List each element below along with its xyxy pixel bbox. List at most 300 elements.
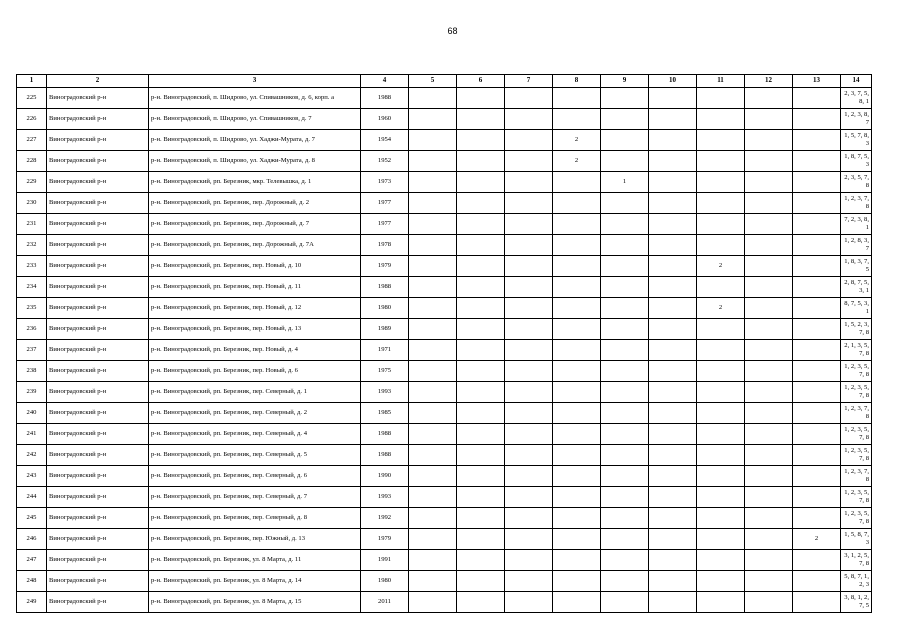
address-cell: р-н. Виноградовский, рп. Березник, пер. Северный, д. 7 (149, 487, 361, 508)
col-7-cell (505, 466, 553, 487)
col-12-cell (745, 193, 793, 214)
col-12-cell (745, 277, 793, 298)
col-13-cell (793, 130, 841, 151)
row-number-cell: 235 (17, 298, 47, 319)
district-cell: Виноградовский р-н (47, 277, 149, 298)
col-12-cell (745, 550, 793, 571)
col-13-cell (793, 592, 841, 613)
address-cell: р-н. Виноградовский, рп. Березник, ул. 8 Марта, д. 15 (149, 592, 361, 613)
col-12-cell (745, 403, 793, 424)
table-row (17, 151, 872, 172)
col-10-cell (649, 340, 697, 361)
table-row (17, 193, 872, 214)
col-7-cell (505, 424, 553, 445)
col-12-cell (745, 88, 793, 109)
col-13-cell (793, 550, 841, 571)
col-12-cell (745, 382, 793, 403)
col-8-cell (553, 403, 601, 424)
address-cell: р-н. Виноградовский, рп. Березник, пер. Новый, д. 11 (149, 277, 361, 298)
year-cell: 1979 (361, 256, 409, 277)
col-11-cell (697, 571, 745, 592)
year-cell: 1980 (361, 571, 409, 592)
col-9-cell (601, 130, 649, 151)
col-8-cell (553, 319, 601, 340)
district-cell: Виноградовский р-н (47, 571, 149, 592)
col-10-cell (649, 424, 697, 445)
col-10-cell (649, 571, 697, 592)
col-10-cell (649, 382, 697, 403)
row-number-cell: 227 (17, 130, 47, 151)
year-cell: 1985 (361, 403, 409, 424)
col-5-cell (409, 193, 457, 214)
district-cell: Виноградовский р-н (47, 382, 149, 403)
row-number-cell: 248 (17, 571, 47, 592)
col-9-cell (601, 571, 649, 592)
col-13-cell (793, 487, 841, 508)
col-6-cell (457, 592, 505, 613)
district-cell: Виноградовский р-н (47, 445, 149, 466)
column-header-1: 1 (17, 75, 47, 88)
row-number-cell: 237 (17, 340, 47, 361)
col-9-cell (601, 424, 649, 445)
year-cell: 1979 (361, 529, 409, 550)
col-10-cell (649, 172, 697, 193)
year-cell: 1980 (361, 298, 409, 319)
col-13-cell (793, 382, 841, 403)
column-header-5: 5 (409, 75, 457, 88)
col-13-cell (793, 319, 841, 340)
col-7-cell (505, 235, 553, 256)
year-cell: 1988 (361, 88, 409, 109)
col-10-cell (649, 109, 697, 130)
column-header-11: 11 (697, 75, 745, 88)
col-6-cell (457, 382, 505, 403)
table-row (17, 466, 872, 487)
address-cell: р-н. Виноградовский, рп. Березник, ул. 8 Марта, д. 14 (149, 571, 361, 592)
col-13-cell (793, 424, 841, 445)
col-7-cell (505, 277, 553, 298)
col-9-cell (601, 319, 649, 340)
col-8-cell (553, 445, 601, 466)
col-10-cell (649, 445, 697, 466)
col-9-cell (601, 298, 649, 319)
col-11-cell (697, 445, 745, 466)
column-header-7: 7 (505, 75, 553, 88)
address-cell: р-н. Виноградовский, рп. Березник, пер. Северный, д. 4 (149, 424, 361, 445)
col-14-cell: 1, 5, 7, 8, 3 (841, 130, 872, 151)
col-11-cell (697, 319, 745, 340)
col-13-cell (793, 298, 841, 319)
district-cell: Виноградовский р-н (47, 340, 149, 361)
col-7-cell (505, 319, 553, 340)
col-6-cell (457, 487, 505, 508)
col-9-cell (601, 382, 649, 403)
col-6-cell (457, 508, 505, 529)
col-10-cell (649, 256, 697, 277)
column-header-6: 6 (457, 75, 505, 88)
col-6-cell (457, 277, 505, 298)
col-11-cell (697, 151, 745, 172)
table-row (17, 235, 872, 256)
col-12-cell (745, 592, 793, 613)
row-number-cell: 232 (17, 235, 47, 256)
col-11-cell (697, 592, 745, 613)
col-14-cell: 1, 8, 7, 5, 3 (841, 151, 872, 172)
col-9-cell (601, 487, 649, 508)
col-6-cell (457, 550, 505, 571)
col-11-cell: 2 (697, 256, 745, 277)
col-10-cell (649, 130, 697, 151)
district-cell: Виноградовский р-н (47, 403, 149, 424)
address-cell: р-н. Виноградовский, рп. Березник, пер. Северный, д. 6 (149, 466, 361, 487)
address-cell: р-н. Виноградовский, рп. Березник, пер. Новый, д. 6 (149, 361, 361, 382)
year-cell: 1988 (361, 445, 409, 466)
housing-register-table (16, 74, 872, 613)
col-7-cell (505, 214, 553, 235)
col-7-cell (505, 592, 553, 613)
col-14-cell: 1, 2, 3, 5, 7, 8 (841, 487, 872, 508)
col-7-cell (505, 403, 553, 424)
district-cell: Виноградовский р-н (47, 508, 149, 529)
district-cell: Виноградовский р-н (47, 256, 149, 277)
col-9-cell (601, 256, 649, 277)
row-number-cell: 241 (17, 424, 47, 445)
column-header-10: 10 (649, 75, 697, 88)
col-10-cell (649, 319, 697, 340)
row-number-cell: 240 (17, 403, 47, 424)
col-8-cell (553, 361, 601, 382)
col-7-cell (505, 361, 553, 382)
col-13-cell (793, 466, 841, 487)
col-8-cell (553, 256, 601, 277)
column-header-12: 12 (745, 75, 793, 88)
address-cell: р-н. Виноградовский, рп. Березник, пер. Северный, д. 2 (149, 403, 361, 424)
col-14-cell: 2, 3, 7, 5, 8, 1 (841, 88, 872, 109)
year-cell: 1991 (361, 550, 409, 571)
col-14-cell: 1, 8, 3, 7, 5 (841, 256, 872, 277)
address-cell: р-н. Виноградовский, рп. Березник, пер. Северный, д. 8 (149, 508, 361, 529)
col-6-cell (457, 172, 505, 193)
row-number-cell: 226 (17, 109, 47, 130)
col-12-cell (745, 172, 793, 193)
col-13-cell (793, 403, 841, 424)
col-7-cell (505, 445, 553, 466)
table-body (17, 88, 872, 613)
col-8-cell (553, 277, 601, 298)
col-6-cell (457, 193, 505, 214)
col-11-cell (697, 172, 745, 193)
col-6-cell (457, 235, 505, 256)
row-number-cell: 244 (17, 487, 47, 508)
col-5-cell (409, 382, 457, 403)
district-cell: Виноградовский р-н (47, 466, 149, 487)
column-header-8: 8 (553, 75, 601, 88)
col-6-cell (457, 529, 505, 550)
col-12-cell (745, 256, 793, 277)
col-11-cell (697, 130, 745, 151)
district-cell: Виноградовский р-н (47, 361, 149, 382)
district-cell: Виноградовский р-н (47, 151, 149, 172)
row-number-cell: 239 (17, 382, 47, 403)
col-5-cell (409, 592, 457, 613)
col-10-cell (649, 487, 697, 508)
table-row (17, 424, 872, 445)
col-6-cell (457, 256, 505, 277)
table-row (17, 298, 872, 319)
col-12-cell (745, 466, 793, 487)
col-11-cell (697, 550, 745, 571)
year-cell: 1954 (361, 130, 409, 151)
col-9-cell (601, 88, 649, 109)
col-9-cell (601, 235, 649, 256)
col-8-cell (553, 340, 601, 361)
row-number-cell: 249 (17, 592, 47, 613)
col-12-cell (745, 319, 793, 340)
col-14-cell: 1, 2, 3, 8, 7 (841, 109, 872, 130)
col-10-cell (649, 361, 697, 382)
col-7-cell (505, 529, 553, 550)
col-13-cell (793, 508, 841, 529)
district-cell: Виноградовский р-н (47, 193, 149, 214)
col-6-cell (457, 340, 505, 361)
col-13-cell (793, 193, 841, 214)
col-7-cell (505, 298, 553, 319)
col-13-cell (793, 172, 841, 193)
col-13-cell (793, 571, 841, 592)
col-9-cell (601, 529, 649, 550)
address-cell: р-н. Виноградовский, рп. Березник, ул. 8 Марта, д. 11 (149, 550, 361, 571)
col-11-cell (697, 109, 745, 130)
col-13-cell (793, 340, 841, 361)
address-cell: р-н. Виноградовский, рп. Березник, пер. Северный, д. 1 (149, 382, 361, 403)
address-cell: р-н. Виноградовский, рп. Березник, пер. Южный, д. 13 (149, 529, 361, 550)
col-7-cell (505, 172, 553, 193)
row-number-cell: 243 (17, 466, 47, 487)
row-number-cell: 242 (17, 445, 47, 466)
col-5-cell (409, 571, 457, 592)
column-header-14: 14 (841, 75, 872, 88)
col-13-cell (793, 235, 841, 256)
col-6-cell (457, 214, 505, 235)
year-cell: 1960 (361, 109, 409, 130)
year-cell: 1989 (361, 319, 409, 340)
col-11-cell (697, 88, 745, 109)
col-8-cell (553, 529, 601, 550)
col-5-cell (409, 529, 457, 550)
column-header-9: 9 (601, 75, 649, 88)
year-cell: 1992 (361, 508, 409, 529)
row-number-cell: 228 (17, 151, 47, 172)
col-12-cell (745, 508, 793, 529)
district-cell: Виноградовский р-н (47, 550, 149, 571)
col-14-cell: 8, 7, 5, 3, 1 (841, 298, 872, 319)
page-number: 68 (447, 26, 458, 36)
row-number-cell: 245 (17, 508, 47, 529)
row-number-cell: 229 (17, 172, 47, 193)
col-8-cell (553, 214, 601, 235)
year-cell: 1975 (361, 361, 409, 382)
address-cell: р-н. Виноградовский, рп. Березник, пер. Северный, д. 5 (149, 445, 361, 466)
col-11-cell: 2 (697, 298, 745, 319)
col-5-cell (409, 214, 457, 235)
year-cell: 1977 (361, 214, 409, 235)
year-cell: 1952 (361, 151, 409, 172)
district-cell: Виноградовский р-н (47, 172, 149, 193)
col-5-cell (409, 361, 457, 382)
col-10-cell (649, 298, 697, 319)
col-5-cell (409, 298, 457, 319)
col-11-cell (697, 235, 745, 256)
col-12-cell (745, 298, 793, 319)
col-14-cell: 1, 2, 3, 7, 8 (841, 466, 872, 487)
col-10-cell (649, 214, 697, 235)
col-9-cell (601, 445, 649, 466)
col-7-cell (505, 256, 553, 277)
col-9-cell (601, 550, 649, 571)
col-5-cell (409, 130, 457, 151)
col-8-cell: 2 (553, 151, 601, 172)
col-8-cell (553, 382, 601, 403)
col-10-cell (649, 508, 697, 529)
col-6-cell (457, 445, 505, 466)
col-6-cell (457, 424, 505, 445)
year-cell: 1990 (361, 466, 409, 487)
col-14-cell: 1, 2, 8, 3, 7 (841, 235, 872, 256)
col-5-cell (409, 277, 457, 298)
col-13-cell (793, 88, 841, 109)
col-6-cell (457, 403, 505, 424)
table-row (17, 403, 872, 424)
col-12-cell (745, 487, 793, 508)
col-7-cell (505, 151, 553, 172)
table-row (17, 277, 872, 298)
col-10-cell (649, 550, 697, 571)
col-7-cell (505, 88, 553, 109)
col-12-cell (745, 571, 793, 592)
year-cell: 1993 (361, 487, 409, 508)
col-11-cell (697, 529, 745, 550)
col-11-cell (697, 403, 745, 424)
table-row (17, 550, 872, 571)
col-11-cell (697, 466, 745, 487)
table-row (17, 172, 872, 193)
col-12-cell (745, 214, 793, 235)
col-8-cell (553, 571, 601, 592)
col-8-cell (553, 235, 601, 256)
district-cell: Виноградовский р-н (47, 319, 149, 340)
col-8-cell (553, 508, 601, 529)
year-cell: 1978 (361, 235, 409, 256)
row-number-cell: 236 (17, 319, 47, 340)
row-number-cell: 230 (17, 193, 47, 214)
col-5-cell (409, 508, 457, 529)
address-cell: р-н. Виноградовский, рп. Березник, пер. Новый, д. 13 (149, 319, 361, 340)
address-cell: р-н. Виноградовский, рп. Березник, пер. Дорожный, д. 7А (149, 235, 361, 256)
col-6-cell (457, 109, 505, 130)
col-10-cell (649, 529, 697, 550)
col-11-cell (697, 424, 745, 445)
district-cell: Виноградовский р-н (47, 130, 149, 151)
address-cell: р-н. Виноградовский, рп. Березник, пер. Новый, д. 10 (149, 256, 361, 277)
col-11-cell (697, 277, 745, 298)
col-5-cell (409, 88, 457, 109)
table-row (17, 130, 872, 151)
address-cell: р-н. Виноградовский, рп. Березник, мкр. Телевышка, д. 1 (149, 172, 361, 193)
table-row (17, 529, 872, 550)
col-7-cell (505, 508, 553, 529)
col-10-cell (649, 151, 697, 172)
col-6-cell (457, 298, 505, 319)
col-12-cell (745, 424, 793, 445)
col-6-cell (457, 571, 505, 592)
col-13-cell (793, 277, 841, 298)
table-row (17, 340, 872, 361)
table-row (17, 571, 872, 592)
district-cell: Виноградовский р-н (47, 298, 149, 319)
col-5-cell (409, 256, 457, 277)
col-7-cell (505, 487, 553, 508)
col-14-cell: 1, 2, 3, 5, 7, 8 (841, 424, 872, 445)
col-11-cell (697, 340, 745, 361)
year-cell: 1993 (361, 382, 409, 403)
col-5-cell (409, 550, 457, 571)
col-7-cell (505, 340, 553, 361)
col-14-cell: 3, 8, 1, 2, 7, 5 (841, 592, 872, 613)
col-5-cell (409, 424, 457, 445)
col-8-cell (553, 487, 601, 508)
col-14-cell: 1, 2, 3, 5, 7, 8 (841, 445, 872, 466)
address-cell: р-н. Виноградовский, рп. Березник, пер. Новый, д. 4 (149, 340, 361, 361)
col-8-cell (553, 466, 601, 487)
col-14-cell: 2, 8, 7, 5, 3, 1 (841, 277, 872, 298)
col-6-cell (457, 361, 505, 382)
column-header-13: 13 (793, 75, 841, 88)
col-7-cell (505, 109, 553, 130)
col-9-cell (601, 277, 649, 298)
col-8-cell (553, 109, 601, 130)
col-10-cell (649, 193, 697, 214)
column-header-2: 2 (47, 75, 149, 88)
col-9-cell (601, 151, 649, 172)
col-5-cell (409, 340, 457, 361)
col-11-cell (697, 382, 745, 403)
col-14-cell: 7, 2, 3, 8, 1 (841, 214, 872, 235)
table-row (17, 109, 872, 130)
col-11-cell (697, 487, 745, 508)
table-row (17, 88, 872, 109)
col-14-cell: 2, 3, 5, 7, 8 (841, 172, 872, 193)
district-cell: Виноградовский р-н (47, 592, 149, 613)
col-13-cell (793, 256, 841, 277)
district-cell: Виноградовский р-н (47, 487, 149, 508)
address-cell: р-н. Виноградовский, п. Шидрово, ул. Спивашников, д. 7 (149, 109, 361, 130)
col-14-cell: 1, 2, 3, 7, 8 (841, 193, 872, 214)
col-10-cell (649, 277, 697, 298)
col-11-cell (697, 361, 745, 382)
row-number-cell: 234 (17, 277, 47, 298)
col-6-cell (457, 88, 505, 109)
col-14-cell: 3, 1, 2, 5, 7, 8 (841, 550, 872, 571)
col-9-cell (601, 109, 649, 130)
table-row (17, 508, 872, 529)
row-number-cell: 238 (17, 361, 47, 382)
col-12-cell (745, 151, 793, 172)
col-12-cell (745, 529, 793, 550)
col-14-cell: 1, 2, 3, 5, 7, 8 (841, 361, 872, 382)
col-13-cell: 2 (793, 529, 841, 550)
col-7-cell (505, 550, 553, 571)
address-cell: р-н. Виноградовский, рп. Березник, пер. Новый, д. 12 (149, 298, 361, 319)
